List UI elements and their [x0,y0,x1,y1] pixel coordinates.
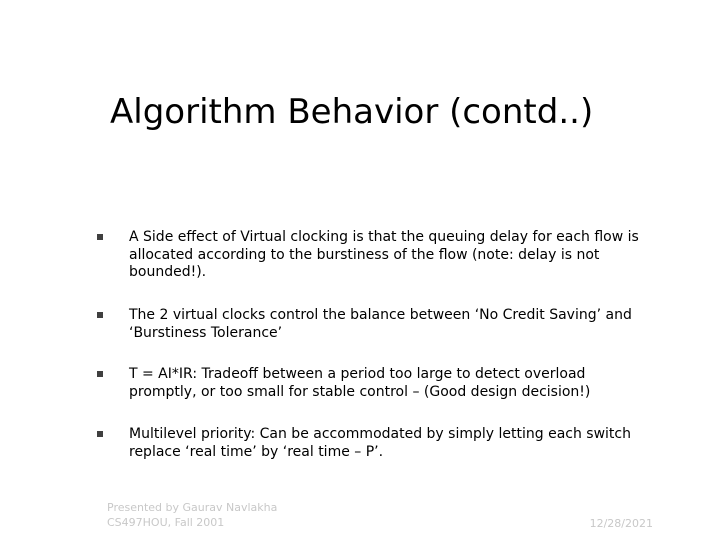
footer-date: 12/28/2021 [589,517,653,530]
square-bullet-icon [97,312,103,318]
square-bullet-icon [97,234,103,240]
square-bullet-icon [97,371,103,377]
bullet-text: T = AI*IR: Tradeoff between a period too large to detect overload promptly, or too small for stable control – (Good design decision!) [129,366,591,400]
bullet-text: A Side effect of Virtual clocking is that the queuing delay for each flow is allocated according to the burstiness of the flow (note: delay is not bounded!). [129,229,639,280]
slide-title: Algorithm Behavior (contd..) [110,92,594,132]
bullet-text: Multilevel priority: Can be accommodated by simply letting each switch replace ‘real time’ by ‘real time – P’. [129,426,631,460]
footer-course: CS497HOU, Fall 2001 [107,516,225,529]
footer-presenter-info [107,500,277,530]
bullet-text: The 2 virtual clocks control the balance between ‘No Credit Saving’ and ‘Burstiness Tolerance’ [129,307,632,341]
footer-presenter: Presented by Gaurav Navlakha [107,501,278,514]
square-bullet-icon [97,431,103,437]
